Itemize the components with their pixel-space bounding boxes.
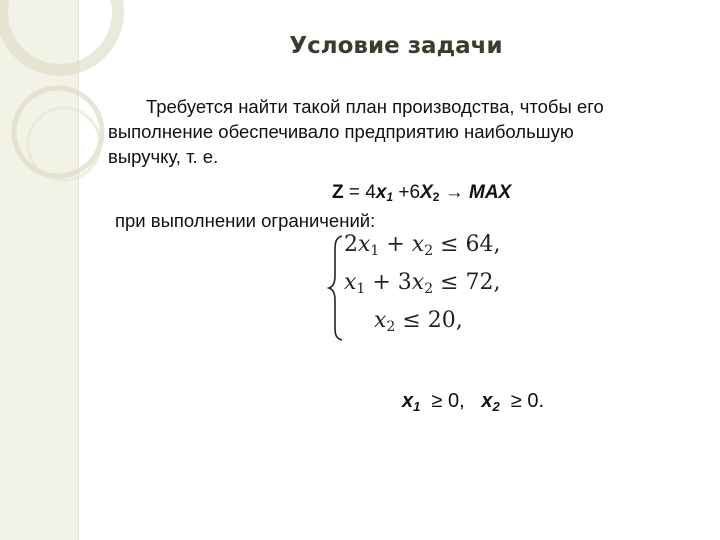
constraint-3-rhs: 20,: [427, 308, 463, 333]
constraint-2-rel: ≤: [433, 270, 466, 295]
nonneg-sub-1: 1: [413, 399, 421, 414]
objective-coef-2: +6: [393, 182, 421, 203]
constraint-system: [326, 232, 526, 344]
objective-function: [332, 182, 511, 204]
objective-arrow: →: [439, 182, 469, 203]
objective-var-1: x: [375, 182, 387, 203]
constraint-row-2: [344, 270, 501, 297]
constraint-2-sub-a: 1: [356, 281, 366, 297]
constraint-1-sub-a: 1: [370, 243, 380, 259]
constraint-row-3: [374, 308, 463, 335]
nonnegativity-conditions: [402, 390, 544, 414]
constraint-3-rel: ≤: [395, 308, 428, 333]
constraint-1-sub-b: 2: [424, 243, 434, 259]
constraint-2-var-a: x: [344, 270, 357, 295]
decorative-circle-medium: [14, 88, 102, 176]
constraint-row-1: [344, 232, 501, 259]
constraint-2-op: +: [365, 270, 398, 295]
objective-goal: MAX: [469, 182, 512, 203]
left-brace-icon: [326, 232, 346, 344]
objective-sub-1: 1: [386, 190, 394, 204]
constraint-3-var: x: [374, 308, 387, 333]
decorative-circle-small: [28, 108, 100, 180]
nonneg-rel-1: ≥ 0,: [420, 390, 482, 412]
constraints-label: при выполнении ограничений:: [115, 210, 376, 231]
constraint-2-coef-b: 3: [397, 270, 412, 295]
objective-lhs: Z: [332, 182, 344, 203]
constraint-2-sub-b: 2: [424, 281, 434, 297]
objective-sub-2: 2: [432, 190, 440, 204]
constraint-1-rel: ≤: [433, 232, 466, 257]
nonneg-rel-2: ≥ 0.: [499, 390, 545, 412]
constraint-1-coef-a: 2: [344, 232, 358, 257]
objective-equals: =: [343, 182, 366, 203]
nonneg-var-2: x: [481, 390, 493, 412]
statement-line-1: Требуется найти такой план производства, чтобы его: [146, 96, 604, 117]
constraint-1-var-a: x: [358, 232, 371, 257]
statement-line-3: выручку, т. е.: [108, 146, 219, 167]
constraint-3-sub: 2: [386, 319, 396, 335]
nonneg-var-1: x: [402, 390, 414, 412]
slide-title: Условие задачи: [289, 33, 503, 59]
constraint-1-rhs: 64,: [465, 232, 501, 257]
constraint-2-var-b: x: [411, 270, 425, 295]
constraint-2-rhs: 72,: [465, 270, 501, 295]
objective-coef-1: 4: [365, 182, 376, 203]
problem-statement: [108, 94, 708, 169]
nonneg-sub-2: 2: [492, 399, 500, 414]
constraint-1-op: +: [379, 232, 412, 257]
statement-line-2: выполнение обеспечивало предприятию наибольшую: [108, 121, 574, 142]
objective-var-2: X: [420, 182, 433, 203]
constraint-1-var-b: x: [411, 232, 425, 257]
